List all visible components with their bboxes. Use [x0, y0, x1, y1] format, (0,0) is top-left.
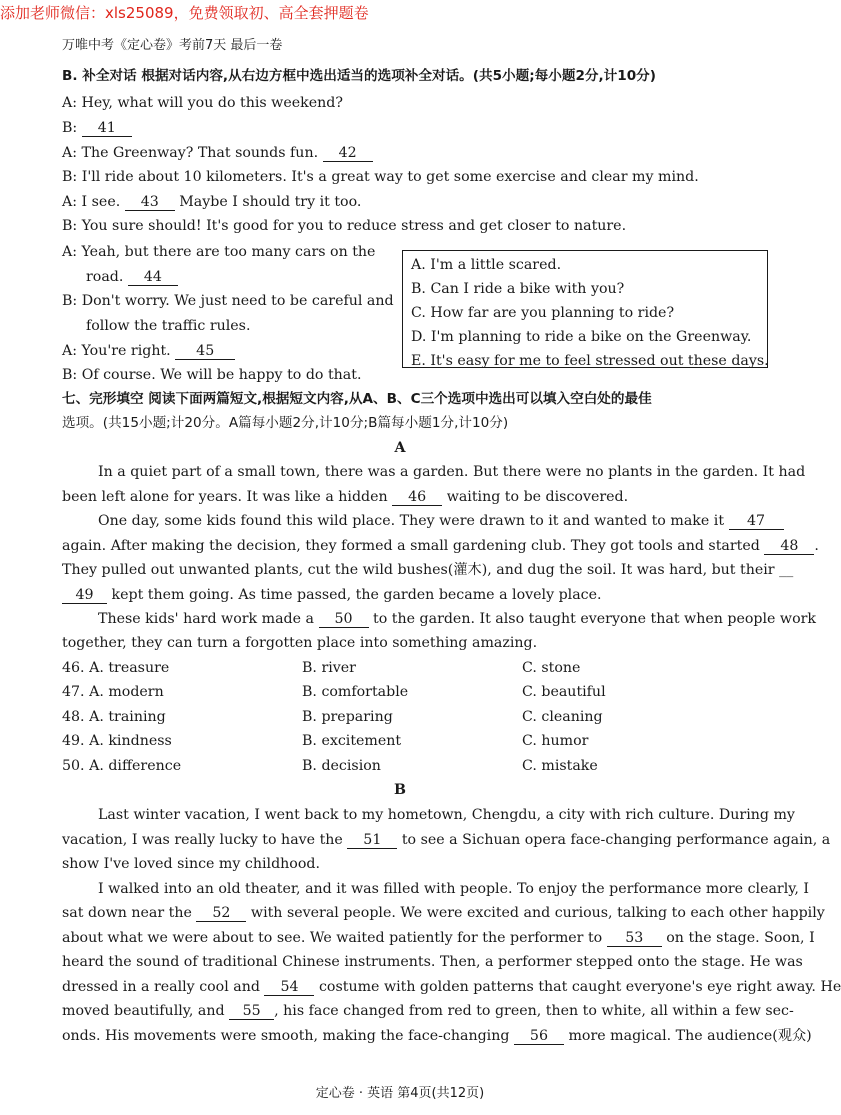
passage-line: moved beautifully, and 55 , his face changed from red to green, then to white, all within a few sec- — [62, 1003, 794, 1019]
blank-48: 48 — [764, 538, 814, 555]
dialogue-line: A: Yeah, but there are too many cars on the — [62, 244, 376, 260]
blank-41: 41 — [82, 120, 132, 137]
dialogue-line: B: 41 — [62, 118, 796, 138]
passage-line: vacation, I was really lucky to have the 51 to see a Sichuan opera face-changing performance again, a — [62, 832, 831, 848]
blank-42: 42 — [323, 145, 373, 162]
dialogue-line: A: You're right. 45 — [62, 341, 796, 361]
passage-line: onds. His movements were smooth, making the face-changing 56 more magical. The audience(观众) — [62, 1028, 812, 1044]
passage-line: These kids' hard work made a 50 to the garden. It also taught everyone that when people work — [98, 611, 816, 627]
passage-line: 49 kept them going. As time passed, the garden became a lovely place. — [62, 585, 796, 605]
blank-45: 45 — [175, 343, 235, 360]
watermark-banner: 添加老师微信：xls25089，免费领取初、高全套押题卷 — [0, 4, 369, 22]
dialogue-line: A: I see. 43 Maybe I should try it too. — [62, 194, 362, 210]
passage-line: Last winter vacation, I went back to my hometown, Chengdu, a city with rich culture. During my — [98, 807, 795, 823]
passage-line: sat down near the 52 with several people. We were excited and curious, talking to each other happily — [62, 905, 825, 921]
section-7-heading-2: 选项。(共15小题;计20分。A篇每小题2分,计10分;B篇每小题1分,计10分) — [62, 415, 509, 431]
option-b: B. Can I ride a bike with you? — [411, 281, 625, 297]
dialogue-line: road. 44 — [86, 267, 796, 287]
passage-line: been left alone for years. It was like a hidden 46 waiting to be discovered. — [62, 489, 629, 505]
option-a: A. I'm a little scared. — [411, 257, 562, 273]
passage-line: dressed in a really cool and 54 costume with golden patterns that caught everyone's eye right away. He — [62, 979, 841, 995]
passage-line: They pulled out unwanted plants, cut the wild bushes(灌木), and dug the soil. It was hard, but their __ — [62, 562, 794, 578]
passage-line: I walked into an old theater, and it was filled with people. To enjoy the performance more clearly, I — [98, 881, 809, 897]
dialogue-line: B: Don't worry. We just need to be careful and — [62, 293, 394, 309]
section-7-heading: 七、完形填空 阅读下面两篇短文,根据短文内容,从A、B、C三个选项中选出可以填入空白处的最佳 — [62, 391, 652, 407]
option-d: D. I'm planning to ride a bike on the Greenway. — [411, 329, 752, 345]
dialogue-line: A: Hey, what will you do this weekend? — [62, 95, 343, 111]
page-footer: 定心卷 · 英语 第4页(共12页) — [315, 1086, 485, 1101]
dialogue-line: B: You sure should! It's good for you to reduce stress and get closer to nature. — [62, 218, 627, 234]
blank-43: 43 — [125, 194, 175, 211]
blank-46: 46 — [392, 489, 442, 506]
blank-50: 50 — [319, 611, 369, 628]
dialogue-line: A: The Greenway? That sounds fun. 42 — [62, 143, 796, 163]
passage-b-title: B — [394, 782, 406, 798]
passage-line: heard the sound of traditional Chinese instruments. Then, a performer stepped onto the stage. He was — [62, 954, 803, 970]
blank-55: 55 — [229, 1003, 274, 1020]
blank-52: 52 — [196, 905, 246, 922]
blank-53: 53 — [607, 930, 662, 947]
section-b-heading: B. 补全对话 根据对话内容,从右边方框中选出适当的选项补全对话。(共5小题;每小题2分,计10分) — [62, 68, 656, 84]
passage-line: In a quiet part of a small town, there was a garden. But there were no plants in the garden. It had — [98, 464, 806, 480]
passage-line: about what we were about to see. We waited patiently for the performer to 53 on the stage. Soon, I — [62, 930, 815, 946]
blank-56: 56 — [514, 1028, 564, 1045]
dialogue-line: B: I'll ride about 10 kilometers. It's a great way to get some exercise and clear my mind. — [62, 169, 699, 185]
dialogue-line: B: Of course. We will be happy to do that. — [62, 367, 362, 383]
blank-49: 49 — [62, 587, 107, 604]
passage-line: One day, some kids found this wild place. They were drawn to it and wanted to make it 47 — [98, 511, 796, 531]
option-e: E. It's easy for me to feel stressed out these days. — [411, 353, 769, 369]
options-box — [402, 250, 768, 368]
blank-54: 54 — [264, 979, 314, 996]
page-header: 万唯中考《定心卷》考前7天 最后一卷 — [62, 38, 283, 53]
option-c: C. How far are you planning to ride? — [411, 305, 675, 321]
passage-line: together, they can turn a forgotten place into something amazing. — [62, 635, 538, 651]
passage-line: again. After making the decision, they formed a small gardening club. They got tools and started 48 . — [62, 538, 819, 554]
passage-line: show I've loved since my childhood. — [62, 856, 320, 872]
blank-44: 44 — [128, 269, 178, 286]
dialogue-line: follow the traffic rules. — [86, 318, 251, 334]
blank-51: 51 — [347, 832, 397, 849]
passage-a-title: A — [394, 440, 406, 456]
blank-47: 47 — [729, 513, 784, 530]
